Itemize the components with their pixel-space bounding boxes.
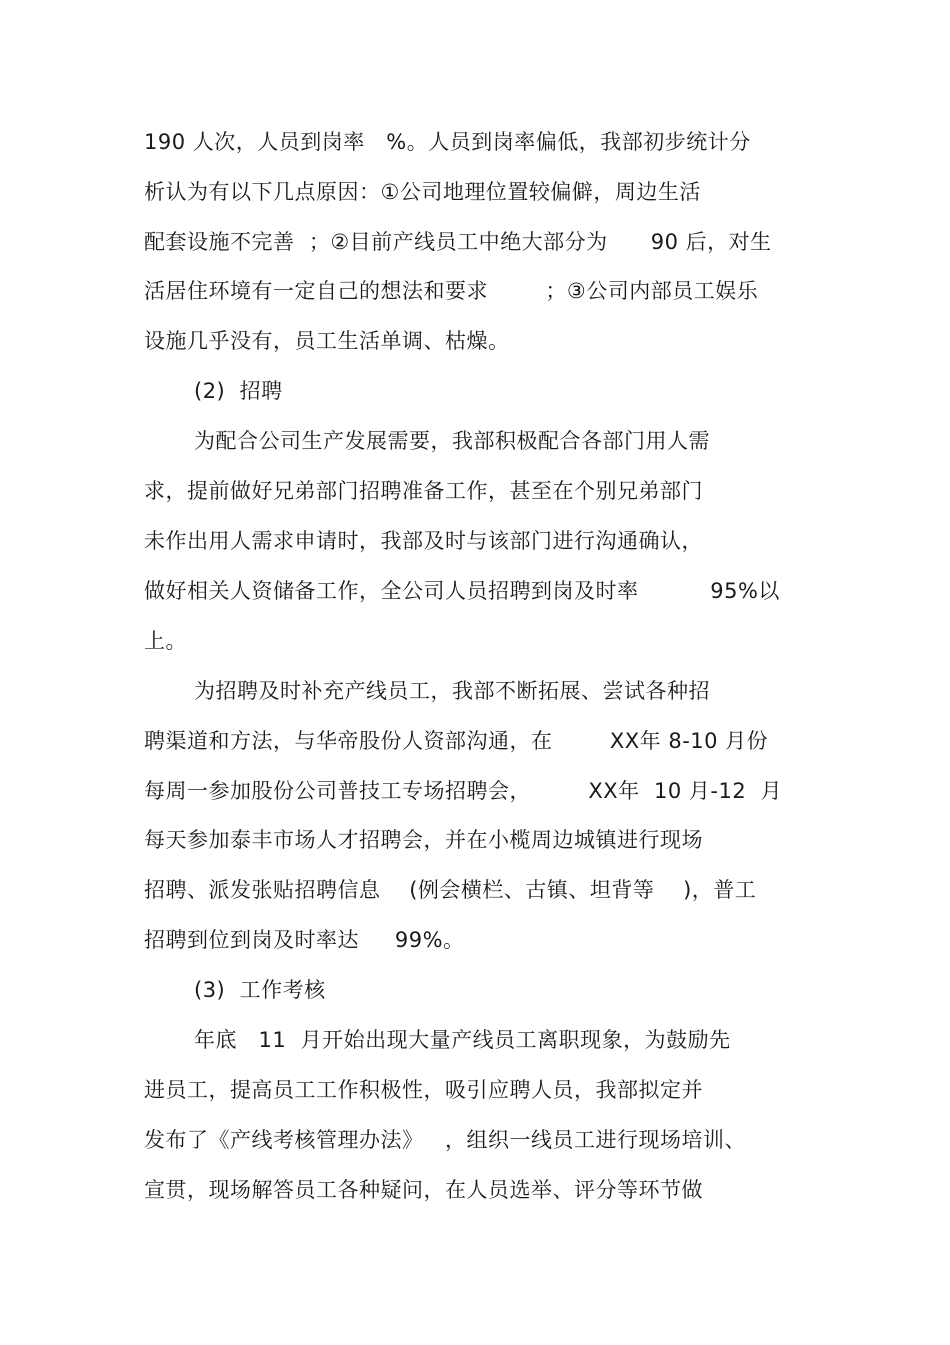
paragraph-line: 为配合公司生产发展需要，我部积极配合各部门用人需 bbox=[194, 429, 710, 453]
paragraph-line: 为招聘及时补充产线员工，我部不断拓展、尝试各种招 bbox=[194, 679, 710, 703]
paragraph-line: 发布了《产线考核管理办法》 ，组织一线员工进行现场培训、 bbox=[144, 1128, 747, 1152]
paragraph-line: 上。 bbox=[144, 629, 187, 653]
section-heading-assessment: (3) 工作考核 bbox=[194, 978, 326, 1002]
section-heading-recruitment: (2) 招聘 bbox=[194, 379, 283, 403]
paragraph-line: 招聘、派发张贴招聘信息 (例会横栏、古镇、坦背等 )，普工 bbox=[144, 878, 757, 902]
paragraph-line: 每天参加泰丰市场人才招聘会，并在小榄周边城镇进行现场 bbox=[144, 828, 703, 852]
paragraph-line: 活居住环境有一定自己的想法和要求 ；③公司内部员工娱乐 bbox=[144, 279, 759, 303]
paragraph-line: 未作出用人需求申请时，我部及时与该部门进行沟通确认， bbox=[144, 529, 703, 553]
paragraph-line: 招聘到位到岗及时率达 99%。 bbox=[144, 928, 465, 952]
paragraph-line: 年底 11 月开始出现大量产线员工离职现象，为鼓励先 bbox=[194, 1028, 731, 1052]
paragraph-line: 析认为有以下几点原因：①公司地理位置较偏僻，周边生活 bbox=[144, 180, 701, 204]
paragraph-line: 宣贯，现场解答员工各种疑问，在人员选举、评分等环节做 bbox=[144, 1178, 703, 1202]
paragraph-line: 每周一参加股份公司普技工专场招聘会， XX年 10 月-12 月 bbox=[144, 779, 783, 803]
paragraph-line: 进员工，提高员工工作积极性，吸引应聘人员，我部拟定并 bbox=[144, 1078, 703, 1102]
paragraph-line: 求，提前做好兄弟部门招聘准备工作，甚至在个别兄弟部门 bbox=[144, 479, 703, 503]
paragraph-line: 设施几乎没有，员工生活单调、枯燥。 bbox=[144, 329, 510, 353]
paragraph-line: 做好相关人资储备工作，全公司人员招聘到岗及时率 95%以 bbox=[144, 579, 780, 603]
paragraph-line: 聘渠道和方法，与华帝股份人资部沟通，在 XX年 8-10 月份 bbox=[144, 729, 769, 753]
paragraph-line: 配套设施不完善 ；②目前产线员工中绝大部分为 90 后，对生 bbox=[144, 230, 772, 254]
paragraph-line: 190 人次，人员到岗率 %。人员到岗率偏低，我部初步统计分 bbox=[144, 130, 751, 154]
